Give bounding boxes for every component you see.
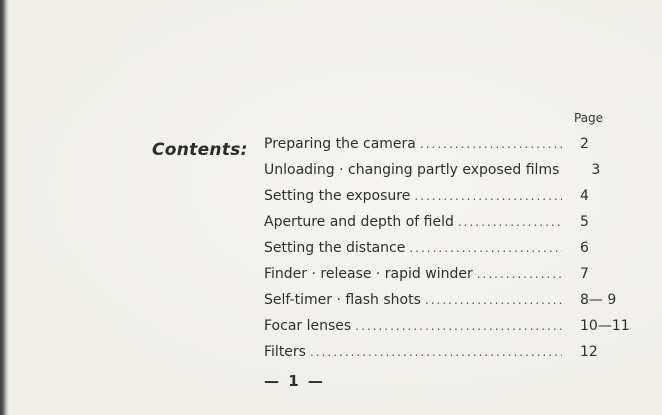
toc-leader-dots: [355, 319, 562, 333]
toc-entry-title: Aperture and depth of field: [264, 214, 454, 230]
toc-entry-page: 5: [580, 214, 589, 230]
toc-entry-title: Self-timer · flash shots: [264, 292, 421, 308]
toc-entry-page: 3: [591, 162, 601, 178]
toc-entry: [264, 344, 644, 370]
toc-entry: [264, 162, 644, 188]
toc-leader-dots: [414, 189, 562, 203]
toc-entry-title: Filters: [264, 344, 306, 360]
toc-entry-title: Focar lenses: [264, 318, 352, 334]
contents-heading: Contents:: [152, 140, 248, 160]
toc-entry-page: 2: [580, 136, 589, 152]
toc-entry-page: 12: [580, 344, 598, 360]
toc-entry-title: Finder · release · rapid winder: [264, 266, 473, 282]
toc-leader-dots: [425, 293, 562, 307]
toc-entry-title: Setting the distance: [264, 240, 406, 256]
toc-entry: [264, 214, 644, 240]
toc-entry: [264, 136, 644, 162]
toc-entry: [264, 318, 644, 344]
toc-entry-title: Setting the exposure: [264, 188, 411, 204]
toc-entry-page: 10—11: [580, 318, 630, 334]
toc-leader-dots: [409, 241, 562, 255]
footer-page-number: — 1 —: [264, 372, 325, 390]
table-of-contents: [264, 136, 644, 370]
toc-entry-page: 4: [580, 188, 589, 204]
toc-entry: [264, 292, 644, 318]
page-column-label: Page: [574, 111, 604, 125]
toc-leader-dots: [477, 267, 562, 281]
toc-leader-dots: [420, 137, 562, 151]
toc-entry: [264, 188, 644, 214]
toc-leader-dots: [458, 215, 562, 229]
toc-entry-page: 6: [580, 240, 589, 256]
toc-entry: [264, 266, 644, 292]
toc-entry: [264, 240, 644, 266]
toc-entry-title: Preparing the camera: [264, 136, 416, 152]
toc-entry-page: 8— 9: [580, 292, 617, 308]
toc-entry-page: 7: [580, 266, 589, 282]
binding-edge: [0, 0, 9, 415]
toc-leader-dots: [310, 345, 562, 359]
toc-entry-title: Unloading · changing partly exposed films: [264, 162, 560, 178]
